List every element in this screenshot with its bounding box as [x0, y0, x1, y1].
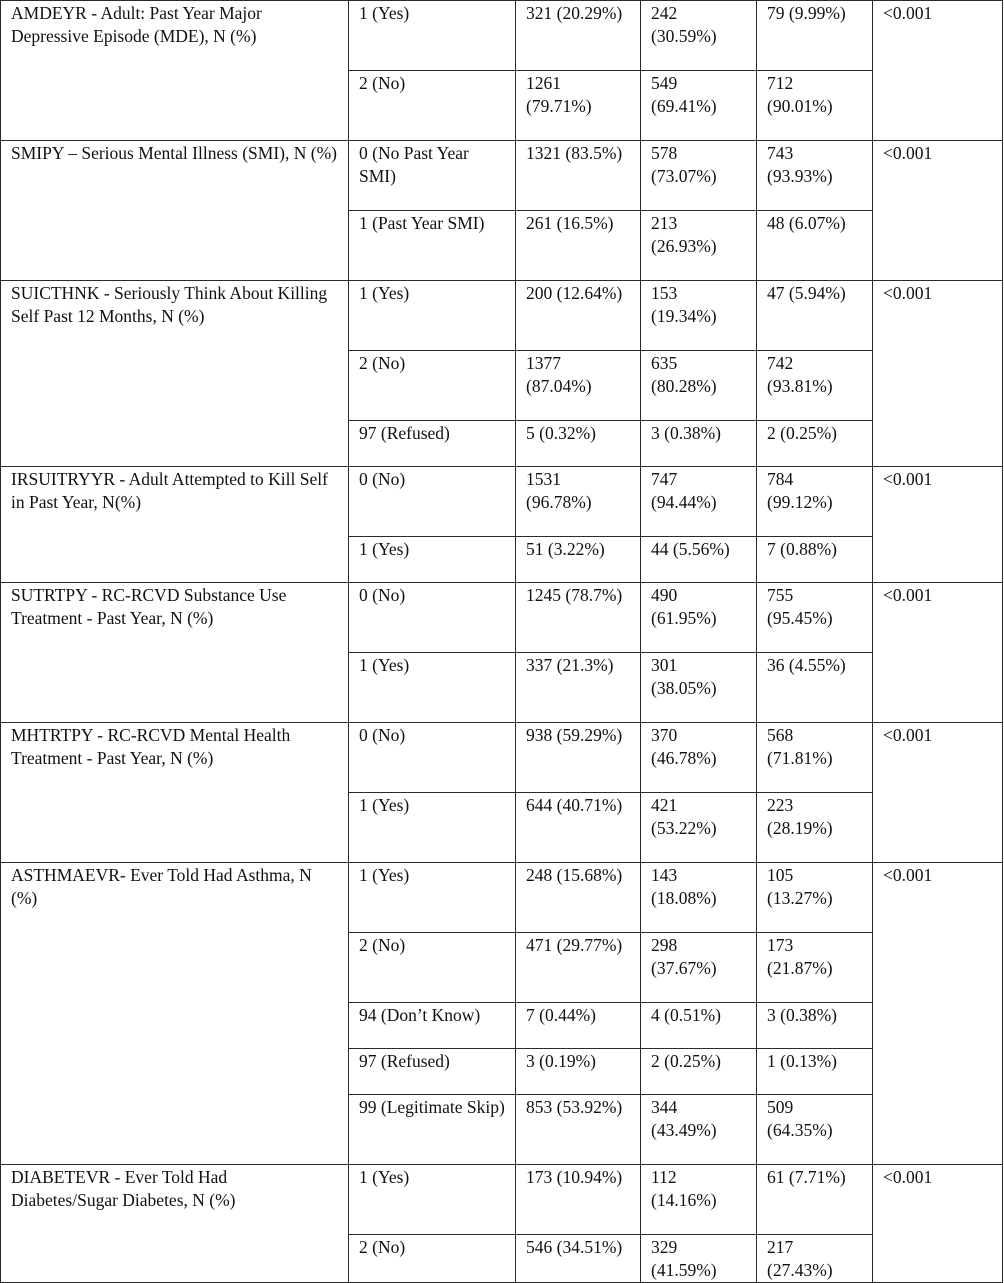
p-value-cell: <0.001 — [873, 281, 1003, 467]
level-cell: 2 (No) — [349, 351, 516, 421]
group1-cell: 153 (19.34%) — [641, 281, 757, 351]
group2-cell: 47 (5.94%) — [757, 281, 873, 351]
variable-cell: SUTRTPY - RC-RCVD Substance Use Treatment - Past Year, N (%) — [1, 583, 349, 723]
level-cell: 0 (No Past Year SMI) — [349, 141, 516, 211]
group1-cell: 421 (53.22%) — [641, 793, 757, 863]
group1-cell: 143 (18.08%) — [641, 863, 757, 933]
group1-cell: 4 (0.51%) — [641, 1003, 757, 1049]
table-row — [1, 583, 1003, 653]
group2-cell: 742 (93.81%) — [757, 351, 873, 421]
group1-cell: 3 (0.38%) — [641, 421, 757, 467]
level-cell: 94 (Don’t Know) — [349, 1003, 516, 1049]
group2-cell: 3 (0.38%) — [757, 1003, 873, 1049]
p-value-cell: <0.001 — [873, 863, 1003, 1165]
table-row — [1, 1165, 1003, 1235]
level-cell: 1 (Yes) — [349, 537, 516, 583]
group1-cell: 549 (69.41%) — [641, 71, 757, 141]
table-row — [1, 281, 1003, 351]
group2-cell: 743 (93.93%) — [757, 141, 873, 211]
group1-cell: 344 (43.49%) — [641, 1095, 757, 1165]
group2-cell: 36 (4.55%) — [757, 653, 873, 723]
group2-cell: 2 (0.25%) — [757, 421, 873, 467]
variable-cell: IRSUITRYYR - Adult Attempted to Kill Self in Past Year, N(%) — [1, 467, 349, 583]
total-cell: 248 (15.68%) — [516, 863, 641, 933]
total-cell: 5 (0.32%) — [516, 421, 641, 467]
total-cell: 200 (12.64%) — [516, 281, 641, 351]
group2-cell: 105 (13.27%) — [757, 863, 873, 933]
total-cell: 1377 (87.04%) — [516, 351, 641, 421]
group1-cell: 747 (94.44%) — [641, 467, 757, 537]
group1-cell: 2 (0.25%) — [641, 1049, 757, 1095]
group1-cell: 298 (37.67%) — [641, 933, 757, 1003]
level-cell: 97 (Refused) — [349, 1049, 516, 1095]
level-cell: 1 (Past Year SMI) — [349, 211, 516, 281]
total-cell: 3 (0.19%) — [516, 1049, 641, 1095]
group2-cell: 712 (90.01%) — [757, 71, 873, 141]
variable-cell: ASTHMAEVR- Ever Told Had Asthma, N (%) — [1, 863, 349, 1165]
group1-cell: 44 (5.56%) — [641, 537, 757, 583]
group2-cell: 79 (9.99%) — [757, 1, 873, 71]
total-cell: 261 (16.5%) — [516, 211, 641, 281]
total-cell: 7 (0.44%) — [516, 1003, 641, 1049]
p-value-cell: <0.001 — [873, 1165, 1003, 1283]
group2-cell: 784 (99.12%) — [757, 467, 873, 537]
p-value-cell: <0.001 — [873, 583, 1003, 723]
total-cell: 1261 (79.71%) — [516, 71, 641, 141]
group2-cell: 509 (64.35%) — [757, 1095, 873, 1165]
level-cell: 1 (Yes) — [349, 281, 516, 351]
level-cell: 1 (Yes) — [349, 1, 516, 71]
group2-cell: 48 (6.07%) — [757, 211, 873, 281]
level-cell: 2 (No) — [349, 71, 516, 141]
level-cell: 99 (Legitimate Skip) — [349, 1095, 516, 1165]
group1-cell: 578 (73.07%) — [641, 141, 757, 211]
level-cell: 1 (Yes) — [349, 653, 516, 723]
total-cell: 1531 (96.78%) — [516, 467, 641, 537]
total-cell: 321 (20.29%) — [516, 1, 641, 71]
table-row — [1, 863, 1003, 933]
group2-cell: 7 (0.88%) — [757, 537, 873, 583]
variable-cell: DIABETEVR - Ever Told Had Diabetes/Sugar Diabetes, N (%) — [1, 1165, 349, 1283]
group2-cell: 223 (28.19%) — [757, 793, 873, 863]
level-cell: 1 (Yes) — [349, 863, 516, 933]
total-cell: 1321 (83.5%) — [516, 141, 641, 211]
group1-cell: 635 (80.28%) — [641, 351, 757, 421]
level-cell: 0 (No) — [349, 583, 516, 653]
variable-cell: MHTRTPY - RC-RCVD Mental Health Treatment - Past Year, N (%) — [1, 723, 349, 863]
group1-cell: 242 (30.59%) — [641, 1, 757, 71]
level-cell: 0 (No) — [349, 467, 516, 537]
p-value-cell: <0.001 — [873, 723, 1003, 863]
table-row — [1, 723, 1003, 793]
group2-cell: 568 (71.81%) — [757, 723, 873, 793]
p-value-cell: <0.001 — [873, 141, 1003, 281]
total-cell: 51 (3.22%) — [516, 537, 641, 583]
p-value-cell: <0.001 — [873, 1, 1003, 141]
group2-cell: 217 (27.43%) — [757, 1235, 873, 1283]
total-cell: 1245 (78.7%) — [516, 583, 641, 653]
total-cell: 546 (34.51%) — [516, 1235, 641, 1283]
variable-cell: AMDEYR - Adult: Past Year Major Depressive Episode (MDE), N (%) — [1, 1, 349, 141]
level-cell: 1 (Yes) — [349, 793, 516, 863]
total-cell: 471 (29.77%) — [516, 933, 641, 1003]
total-cell: 644 (40.71%) — [516, 793, 641, 863]
table-body — [1, 1, 1003, 1283]
level-cell: 1 (Yes) — [349, 1165, 516, 1235]
level-cell: 97 (Refused) — [349, 421, 516, 467]
level-cell: 2 (No) — [349, 1235, 516, 1283]
group1-cell: 112 (14.16%) — [641, 1165, 757, 1235]
group2-cell: 755 (95.45%) — [757, 583, 873, 653]
group2-cell: 61 (7.71%) — [757, 1165, 873, 1235]
total-cell: 938 (59.29%) — [516, 723, 641, 793]
group1-cell: 490 (61.95%) — [641, 583, 757, 653]
group1-cell: 213 (26.93%) — [641, 211, 757, 281]
total-cell: 337 (21.3%) — [516, 653, 641, 723]
variable-cell: SMIPY – Serious Mental Illness (SMI), N (%) — [1, 141, 349, 281]
p-value-cell: <0.001 — [873, 467, 1003, 583]
total-cell: 853 (53.92%) — [516, 1095, 641, 1165]
group2-cell: 1 (0.13%) — [757, 1049, 873, 1095]
total-cell: 173 (10.94%) — [516, 1165, 641, 1235]
table-row — [1, 141, 1003, 211]
group1-cell: 370 (46.78%) — [641, 723, 757, 793]
group2-cell: 173 (21.87%) — [757, 933, 873, 1003]
table-row — [1, 1, 1003, 71]
level-cell: 0 (No) — [349, 723, 516, 793]
group1-cell: 301 (38.05%) — [641, 653, 757, 723]
variable-cell: SUICTHNK - Seriously Think About Killing Self Past 12 Months, N (%) — [1, 281, 349, 467]
level-cell: 2 (No) — [349, 933, 516, 1003]
table-row — [1, 467, 1003, 537]
group1-cell: 329 (41.59%) — [641, 1235, 757, 1283]
